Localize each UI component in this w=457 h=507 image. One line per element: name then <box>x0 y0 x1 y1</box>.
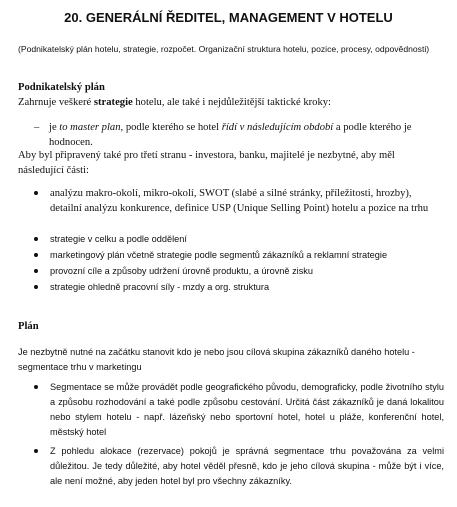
list-item <box>34 186 444 216</box>
list-item-text: Segmentace se může provádět podle geografického původu, demograficky, podle životního stylu a způsobu rozhodování a také podle způsobu cestování. Určitá část zákazníků je daná lokalitou nebo stylem hotelu - např. lázeňský nebo sportovní hotel, hotel u pláže, konferenční hotel, městský hotel <box>50 382 444 437</box>
intro-text-start: Zahrnuje veškeré <box>18 97 94 108</box>
bullet-icon <box>34 285 38 289</box>
list-item <box>34 280 444 295</box>
requirements-paragraph: Aby byl připravený také pro třetí stranu - investora, banku, majitelé je nezbytné, aby měl následující části: <box>18 150 395 176</box>
list-item-text: marketingový plán včetně strategie podle segmentů zákazníků a reklamní strategie <box>50 250 388 260</box>
dash-text-3: a podle kterého je hodnocen. <box>49 122 412 148</box>
section-heading-business-plan: Podnikatelský plán <box>18 82 105 93</box>
dash-text-1: je <box>49 122 60 133</box>
dash-text-italic-2: řídí v následujícím období <box>221 122 334 133</box>
bullet-icon <box>34 253 38 257</box>
bullet-icon <box>34 269 38 273</box>
section-heading-plan: Plán <box>18 321 39 332</box>
list-item-text: Z pohledu alokace (rezervace) pokojů je správná segmentace trhu považována za velmi důležitou. Je tedy důležité, aby hotel věděl přesně, kdo je jeho cílová skupina - může být i více, ale není možné, aby jeden hotel byl pro všechny zákazníky. <box>50 446 444 486</box>
list-item <box>34 232 444 247</box>
dash-text-italic-1: to master plan <box>59 122 121 133</box>
list-item-text: analýzu makro-okolí, mikro-okolí, SWOT (slabé a silné stránky, příležitosti, hrozby), detailní analýzu konkurence, definice USP (Unique Selling Point) hotelu a pozice na trhu <box>50 188 429 214</box>
subtitle: (Podnikatelský plán hotelu, strategie, rozpočet. Organizační struktura hotelu, pozice, procesy, odpovědnosti) <box>18 44 430 54</box>
page-title: 20. GENERÁLNÍ ŘEDITEL, MANAGEMENT V HOTELU <box>64 10 393 25</box>
list-item <box>34 444 444 489</box>
list-item-text: strategie ohledně pracovní síly - mzdy a org. struktura <box>50 282 270 292</box>
intro-text-end: hotelu, ale také i nejdůležitější taktické kroky: <box>132 97 331 108</box>
intro-paragraph <box>18 95 442 110</box>
bullet-icon <box>34 237 38 241</box>
dash-text-2: , podle kterého se hotel <box>120 122 222 133</box>
list-item-text: provozní cíle a způsoby udržení úrovně produktu, a úrovně zisku <box>50 266 314 276</box>
dash-marker: – <box>34 122 40 133</box>
bullet-icon <box>34 191 38 195</box>
bullet-icon <box>34 385 38 389</box>
plan-paragraph: Je nezbytně nutné na začátku stanovit kdo je nebo jsou cílová skupina zákazníků daného hotelu - segmentace trhu v marketingu <box>18 347 415 372</box>
list-item-text: strategie v celku a podle oddělení <box>50 234 187 244</box>
list-item <box>34 380 444 440</box>
list-item <box>34 248 444 263</box>
list-item <box>34 264 444 279</box>
bullet-icon <box>34 449 38 453</box>
dash-list-item <box>34 120 444 150</box>
intro-bold-word: strategie <box>93 97 133 108</box>
dash-item-text <box>49 120 444 150</box>
